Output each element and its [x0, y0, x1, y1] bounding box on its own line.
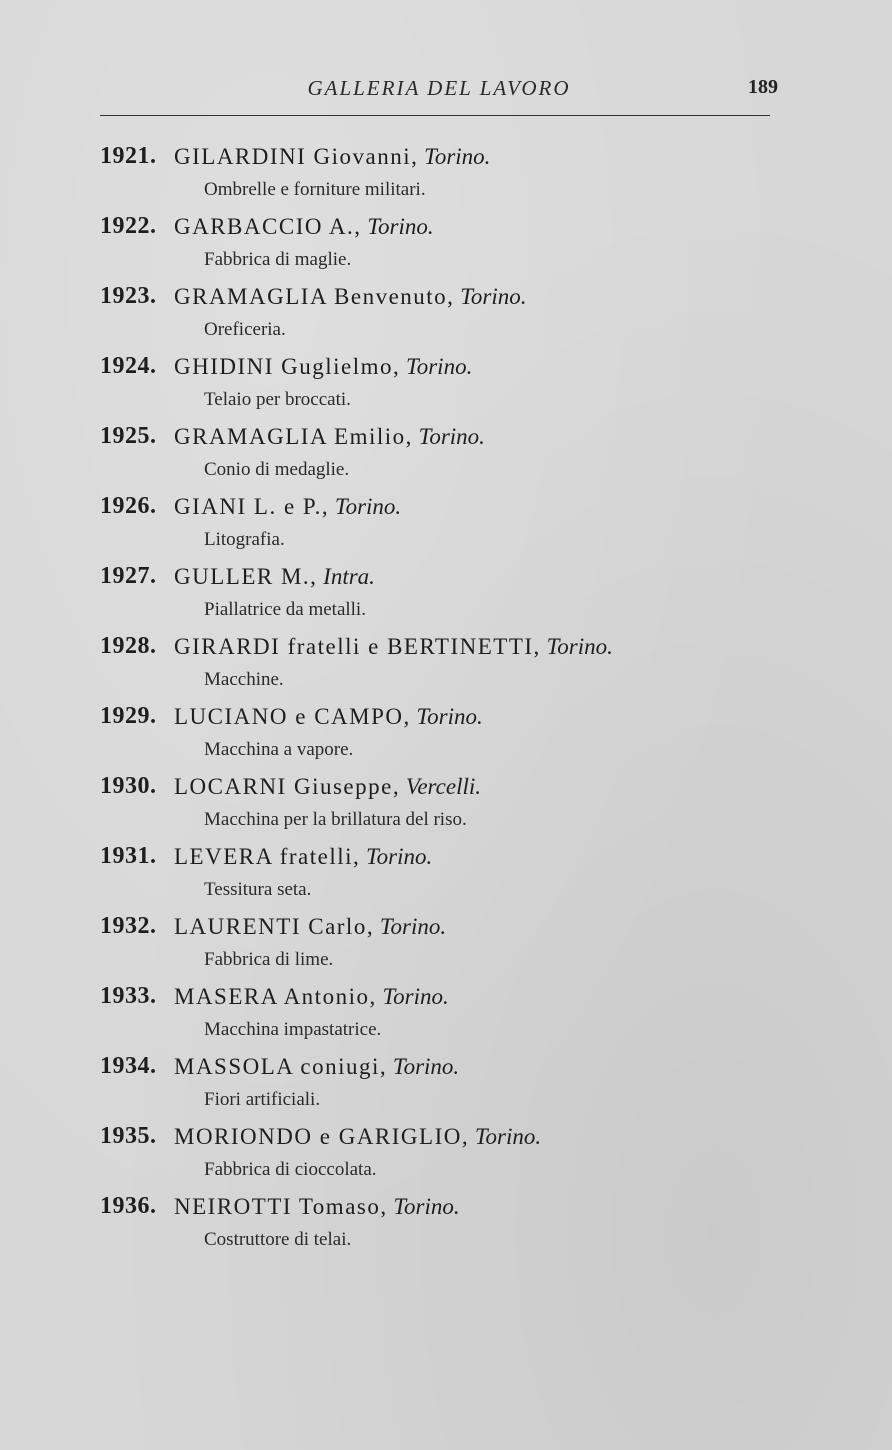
- entry-name: LAURENTI Carlo,: [174, 914, 375, 939]
- entry-description: Macchina a vapore.: [204, 739, 354, 760]
- entry-city: Torino.: [546, 634, 613, 659]
- header-rule: [100, 115, 770, 116]
- entry-name: GULLER M.,: [174, 564, 318, 589]
- entry-name: NEIROTTI Tomaso,: [174, 1194, 388, 1219]
- entry-city: Torino.: [424, 144, 491, 169]
- entry-title: [174, 1054, 459, 1080]
- list-item: [100, 353, 800, 423]
- entry-number: 1934.: [100, 1053, 157, 1079]
- entry-title: [174, 914, 446, 940]
- entry-title: [174, 844, 432, 870]
- entry-list: [100, 143, 800, 1263]
- entry-name: LEVERA fratelli,: [174, 844, 361, 869]
- entry-number: 1924.: [100, 353, 157, 379]
- entry-number: 1921.: [100, 143, 157, 169]
- entry-city: Torino.: [367, 214, 434, 239]
- entry-name: GRAMAGLIA Emilio,: [174, 424, 413, 449]
- entry-title: [174, 564, 375, 590]
- entry-city: Torino.: [416, 704, 483, 729]
- entry-number: 1923.: [100, 283, 157, 309]
- entry-description: Telaio per broccati.: [204, 389, 351, 410]
- entry-description: Tessitura seta.: [204, 879, 312, 900]
- list-item: [100, 773, 800, 843]
- entry-name: GRAMAGLIA Benvenuto,: [174, 284, 455, 309]
- entry-description: Conio di medaglie.: [204, 459, 350, 480]
- entry-city: Torino.: [393, 1194, 460, 1219]
- list-item: [100, 843, 800, 913]
- list-item: [100, 1193, 800, 1263]
- entry-title: [174, 284, 526, 310]
- entry-title: [174, 1124, 541, 1150]
- entry-number: 1926.: [100, 493, 157, 519]
- entry-name: GIRARDI fratelli e BERTINETTI,: [174, 634, 541, 659]
- entry-title: [174, 1194, 460, 1220]
- entry-number: 1929.: [100, 703, 157, 729]
- list-item: [100, 493, 800, 563]
- entry-description: Fabbrica di cioccolata.: [204, 1159, 377, 1180]
- entry-title: [174, 494, 401, 520]
- page-number: 189: [748, 76, 778, 98]
- entry-title: [174, 634, 613, 660]
- entry-number: 1936.: [100, 1193, 157, 1219]
- entry-number: 1933.: [100, 983, 157, 1009]
- entry-number: 1935.: [100, 1123, 157, 1149]
- entry-description: Fiori artificiali.: [204, 1089, 321, 1110]
- entry-description: Macchina per la brillatura del riso.: [204, 809, 467, 830]
- entry-description: Macchina impastatrice.: [204, 1019, 382, 1040]
- entry-city: Torino.: [418, 424, 485, 449]
- entry-title: [174, 214, 434, 240]
- entry-city: Torino.: [474, 1124, 542, 1149]
- list-item: [100, 983, 800, 1053]
- entry-description: Fabbrica di maglie.: [204, 249, 352, 270]
- entry-name: GHIDINI Guglielmo,: [174, 354, 401, 379]
- list-item: [100, 633, 800, 703]
- entry-description: Piallatrice da metalli.: [204, 599, 366, 620]
- entry-description: Fabbrica di lime.: [204, 949, 334, 970]
- entry-number: 1932.: [100, 913, 157, 939]
- entry-city: Intra.: [323, 564, 375, 589]
- entry-description: Macchine.: [204, 669, 284, 690]
- entry-title: [174, 354, 472, 380]
- entry-number: 1925.: [100, 423, 157, 449]
- page-header: [100, 76, 778, 104]
- entry-number: 1927.: [100, 563, 157, 589]
- entry-city: Torino.: [460, 284, 527, 309]
- entry-name: MASSOLA coniugi,: [174, 1054, 388, 1079]
- entry-name: MORIONDO e GARIGLIO,: [174, 1124, 470, 1149]
- list-item: [100, 1053, 800, 1123]
- entry-name: LUCIANO e CAMPO,: [174, 704, 411, 729]
- entry-title: [174, 774, 481, 800]
- list-item: [100, 703, 800, 773]
- running-title: GALLERIA DEL LAVORO: [307, 76, 571, 100]
- list-item: [100, 913, 800, 983]
- list-item: [100, 213, 800, 283]
- list-item: [100, 1123, 800, 1193]
- entry-description: Costruttore di telai.: [204, 1229, 352, 1250]
- entry-city: Torino.: [406, 354, 473, 379]
- entry-number: 1922.: [100, 213, 157, 239]
- entry-number: 1928.: [100, 633, 157, 659]
- entry-name: GARBACCIO A.,: [174, 214, 362, 239]
- entry-description: Oreficeria.: [204, 319, 286, 340]
- entry-name: GILARDINI Giovanni,: [174, 144, 419, 169]
- entry-number: 1930.: [100, 773, 157, 799]
- entry-city: Vercelli.: [405, 774, 481, 799]
- list-item: [100, 283, 800, 353]
- entry-city: Torino.: [379, 914, 447, 939]
- entry-name: MASERA Antonio,: [174, 984, 377, 1009]
- entry-title: [174, 144, 490, 170]
- entry-city: Torino.: [334, 494, 402, 519]
- entry-city: Torino.: [366, 844, 433, 869]
- entry-title: [174, 984, 449, 1010]
- list-item: [100, 143, 800, 213]
- entry-title: [174, 424, 485, 450]
- entry-name: GIANI L. e P.,: [174, 494, 330, 519]
- entry-number: 1931.: [100, 843, 157, 869]
- list-item: [100, 563, 800, 633]
- list-item: [100, 423, 800, 493]
- entry-name: LOCARNI Giuseppe,: [174, 774, 401, 799]
- entry-description: Litografia.: [204, 529, 285, 550]
- entry-city: Torino.: [382, 984, 449, 1009]
- entry-description: Ombrelle e forniture militari.: [204, 179, 426, 200]
- entry-title: [174, 704, 483, 730]
- entry-city: Torino.: [392, 1054, 460, 1079]
